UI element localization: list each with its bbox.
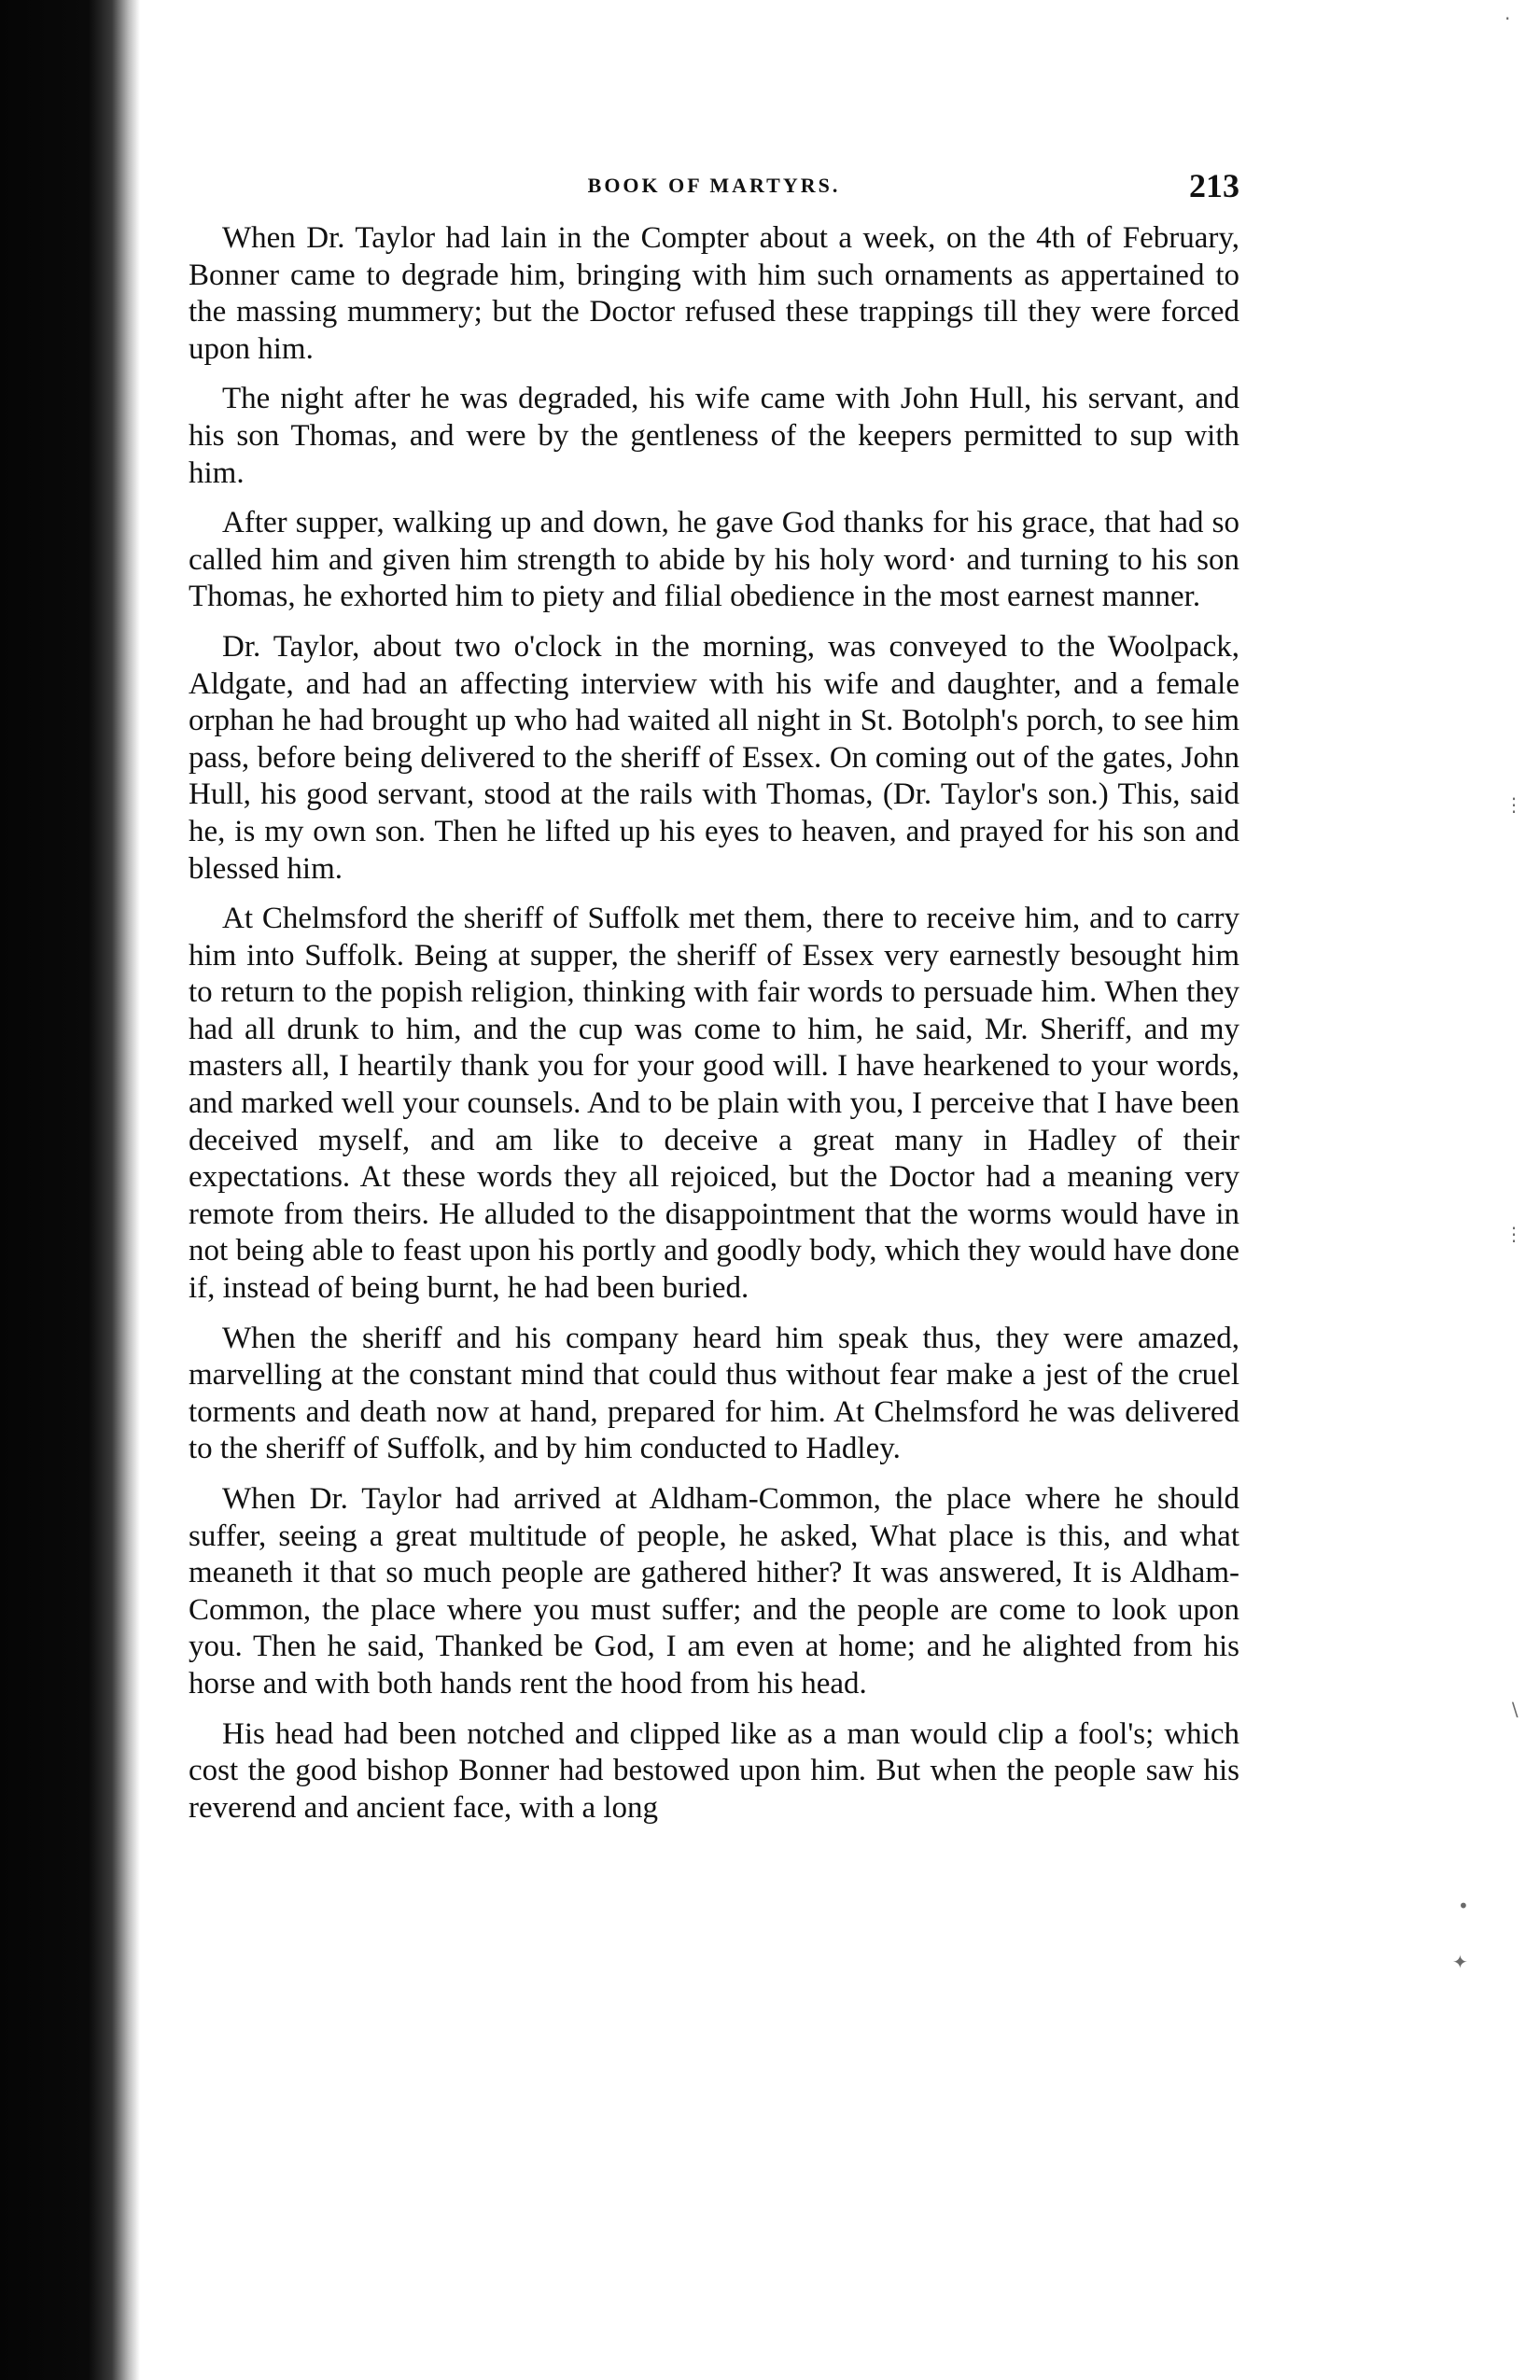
paragraph: His head had been notched and clipped like as a man would clip a fool's; which cost the good bishop Bonner had bestowed upon him. But when the people saw his reverend and ancient face, with a long [189,1716,1239,1825]
paragraph: Dr. Taylor, about two o'clock in the morning, was conveyed to the Woolpack, Aldgate, and had an affecting interview with his wife and daughter, and a female orphan he had brought up who had waited all night in St. Botolph's porch, to see him pass, before being delivered to the sheriff of Essex. On coming out of the gates, John Hull, his good servant, stood at the rails with Thomas, (Dr. Taylor's son.) This, said he, is my own son. Then he lifted up his eyes to heaven, and prayed for his son and blessed him. [189,629,1239,886]
scan-speck: • [1458,1895,1469,1917]
paragraph: After supper, walking up and down, he gave God thanks for his grace, that had so called him and given him strength to abide by his holy word· and turning to his son Thomas, he exhorted him to piety and filial obedience in the most earnest manner. [189,506,1239,614]
paragraph: When Dr. Taylor had arrived at Aldham-Common, the place where he should suffer, seeing a great multitude of people, he asked, What place is this, and what meaneth it that so much people are gathered hither? It was answered, It is Aldham-Common, the place where you must suffer; and the people are come to look upon you. Then he said, Thanked be God, I am even at home; and he alighted from his horse and with both hands rent the hood from his head. [189,1482,1239,1701]
page-header [189,166,1239,209]
paragraph: The night after he was degraded, his wife came with John Hull, his servant, and his son Thomas, and were by the gentleness of the keepers permitted to sup with him. [189,382,1239,490]
running-title: BOOK OF MARTYRS. [587,174,841,197]
paragraph: At Chelmsford the sheriff of Suffolk met them, there to receive him, and to carry him into Suffolk. Being at supper, the sheriff of Essex very earnestly besought him to return to the popish religion, thinking with fair words to persuade him. When they had all drunk to him, and the cup was come to him, he said, Mr. Sheriff, and my masters all, I heartily thank you for your good will. I have hearkened to your words, and marked well your counsels. And to be plain with you, I perceive that I have been deceived myself, and am like to deceive a great many in Hadley of their expectations. At these words they all rejoiced, but the Doctor had a meaning very remote from theirs. He alluded to the disappointment that the worms would have in not being able to feast upon his portly and goodly body, which they would have done if, instead of being burnt, he had been buried. [189,902,1239,1306]
scan-speck: ⋮ [1505,793,1523,816]
paragraph: When Dr. Taylor had lain in the Compter about a week, on the 4th of February, Bonner came to degrade him, bringing with him such ornaments as appertained to the massing mummery; but the Doctor refused these trappings till they were forced upon him. [189,221,1239,366]
scan-speck: ⋮ [1505,1223,1523,1245]
page-number: 213 [1189,167,1239,204]
binding-edge-shadow [0,0,140,2380]
paragraph: When the sheriff and his company heard him speak thus, they were amazed, marvelling at the constant mind that could thus without fear make a jest of the cruel torments and death now at hand, prepared for him. At Chelmsford he was delivered to the sheriff of Suffolk, and by him conducted to Hadley. [189,1321,1239,1466]
scan-speck: ✦ [1452,1951,1468,1973]
scan-speck: ∖ [1508,1699,1520,1721]
body-text [189,220,1239,1840]
scan-speck: . [1505,2,1511,24]
